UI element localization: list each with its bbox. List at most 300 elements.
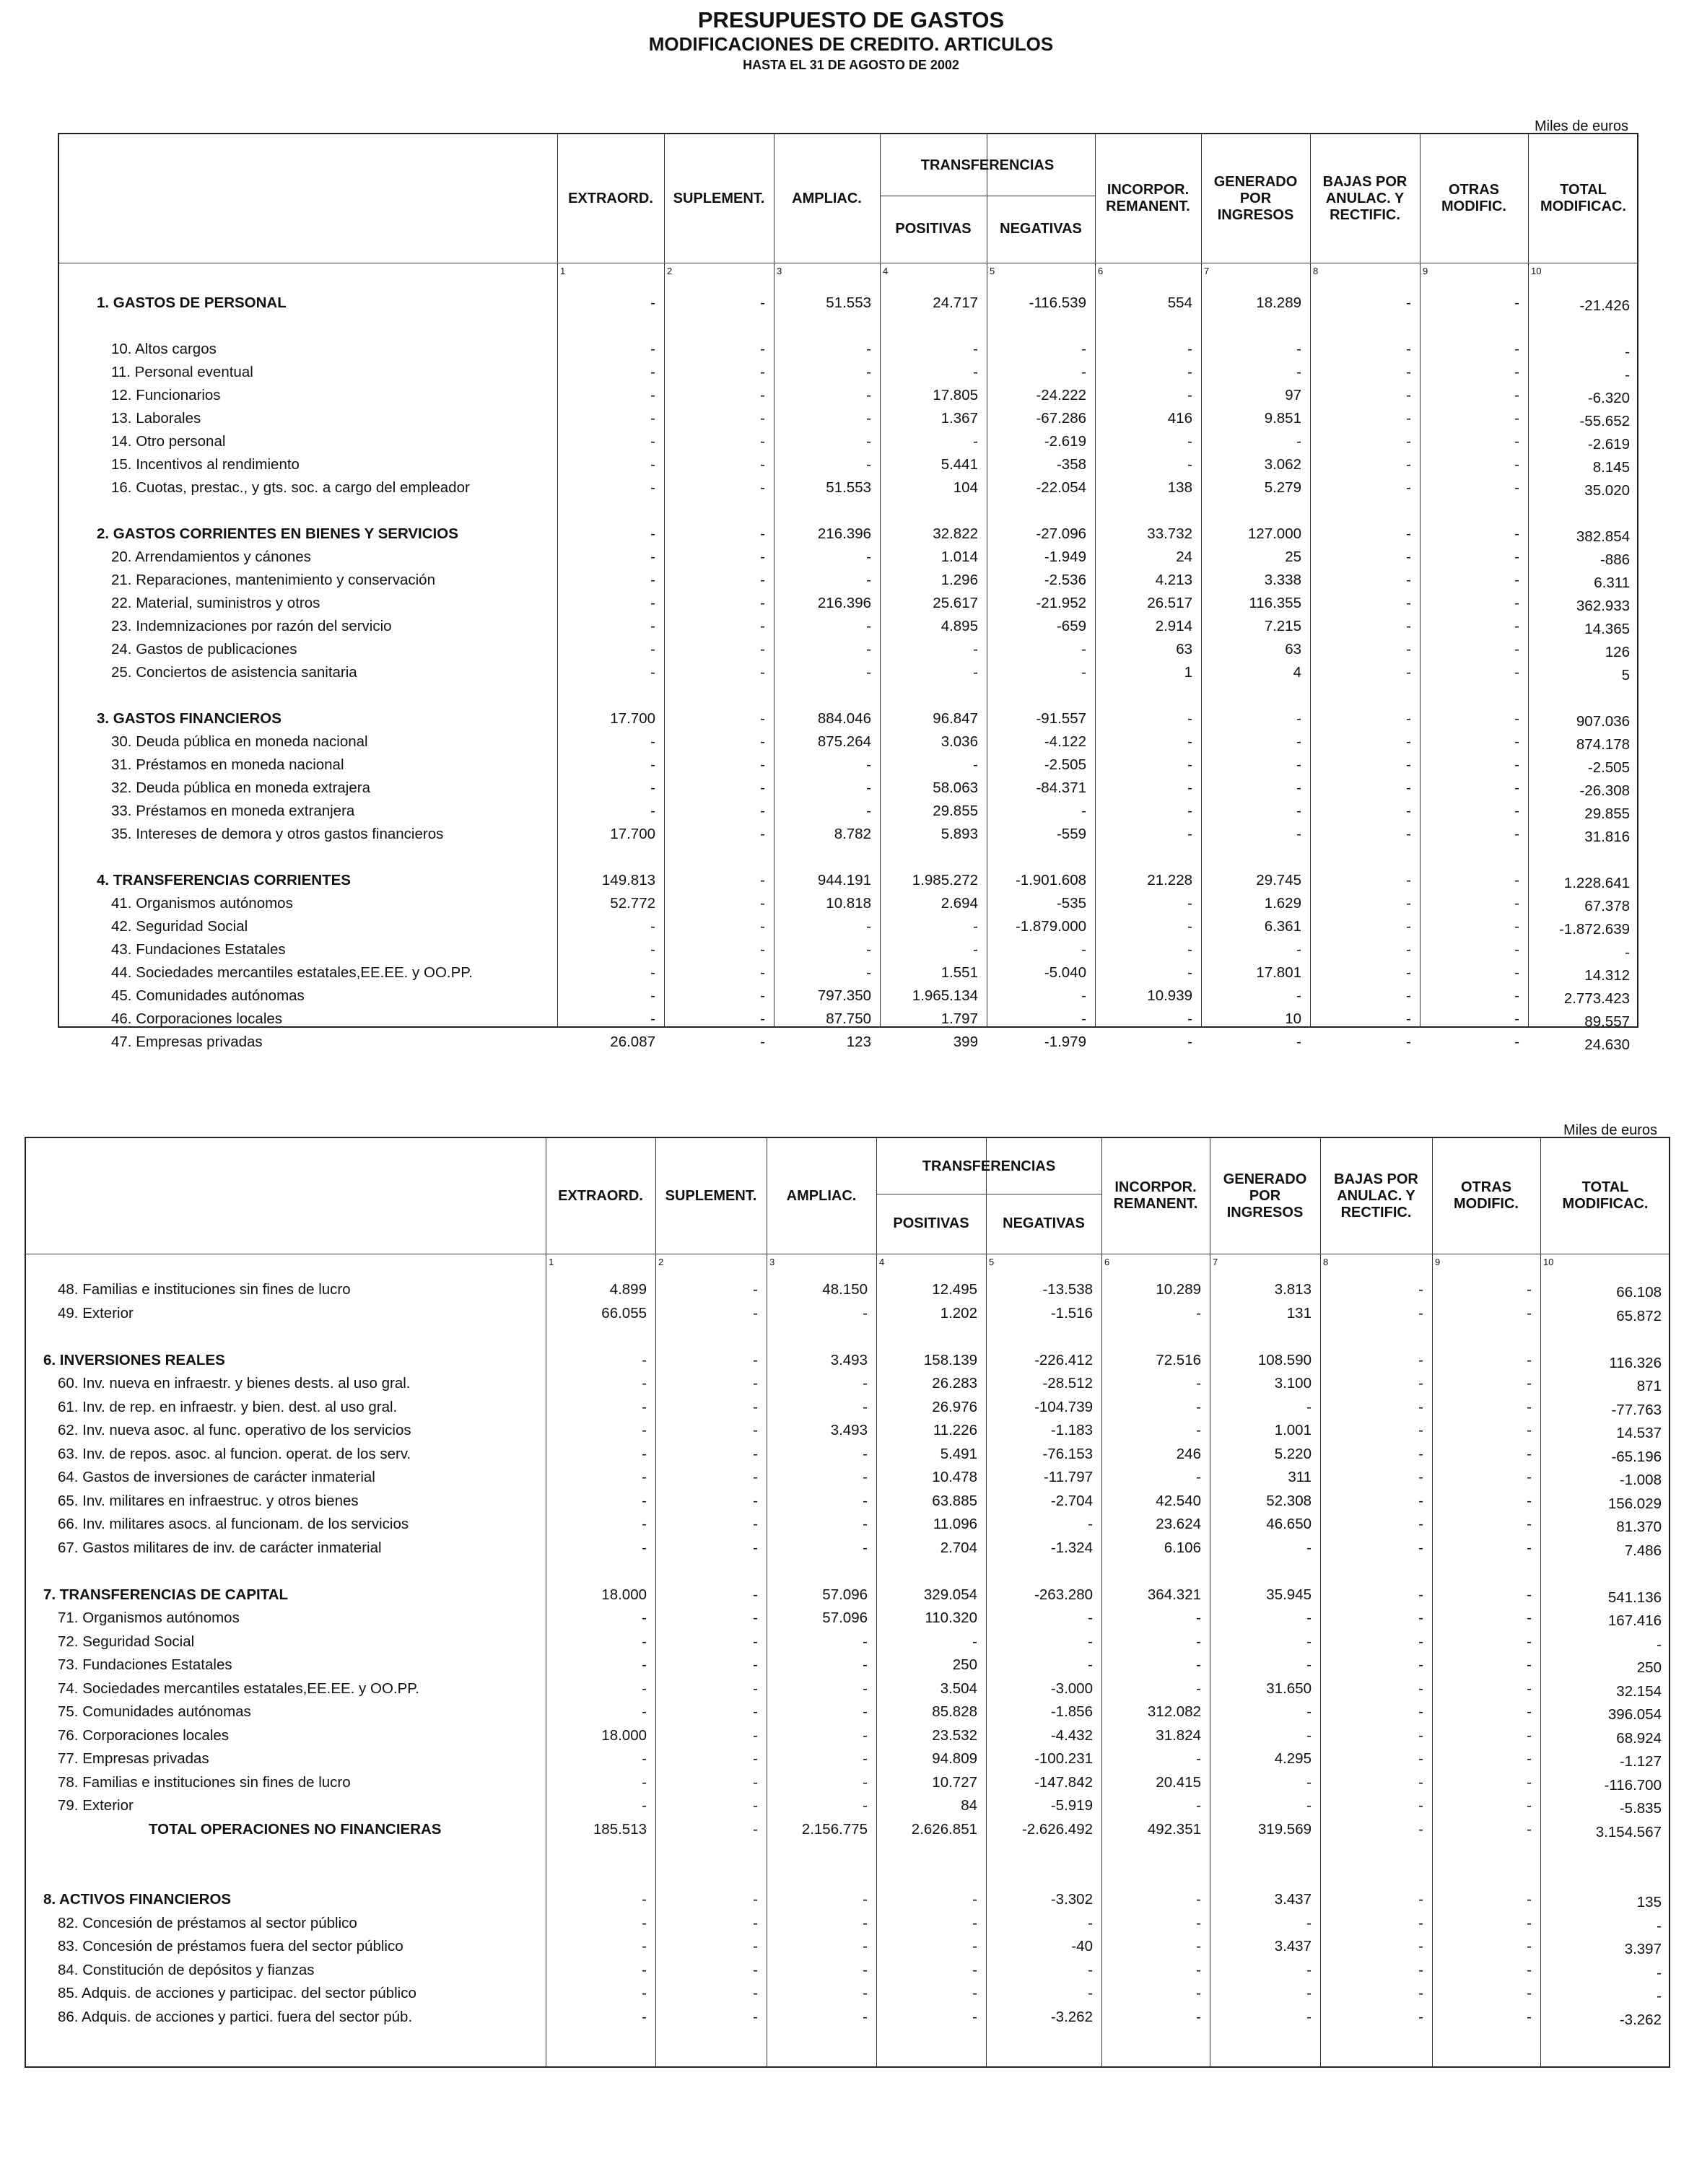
cell-value: -116.539 — [1029, 294, 1086, 311]
cell-value: 3.397 — [1624, 1941, 1662, 1957]
cell-value: - — [1306, 1703, 1312, 1720]
cell-value: 2.626.851 — [911, 1821, 977, 1838]
cell-value: - — [760, 826, 765, 842]
cell-value: - — [1527, 1516, 1532, 1532]
cell-value: -116.700 — [1604, 1777, 1662, 1794]
col-header-otras: OTRAS MODIFIC. — [1454, 1179, 1519, 1212]
col-header-positivas: POSITIVAS — [893, 1215, 969, 1231]
cell-value: - — [1306, 1797, 1312, 1814]
cell-value: - — [753, 1797, 758, 1814]
cell-value: 250 — [952, 1656, 977, 1673]
cell-value: 138 — [1167, 479, 1192, 496]
row-label: 60. Inv. nueva en infraestr. y bienes dests. al uso gral. — [58, 1375, 411, 1392]
cell-value: -6.320 — [1587, 390, 1630, 406]
cell-value: - — [650, 941, 655, 958]
row-label: 43. Fundaciones Estatales — [111, 941, 286, 958]
cell-value: - — [642, 1352, 647, 1368]
cell-value: 31.650 — [1266, 1680, 1312, 1697]
cell-value: - — [1081, 341, 1086, 357]
cell-value: 18.289 — [1256, 294, 1301, 311]
cell-value: 7.486 — [1624, 1542, 1662, 1559]
cell-value: - — [1406, 987, 1411, 1004]
total-label: TOTAL OPERACIONES NO FINANCIERAS — [149, 1821, 442, 1838]
cell-value: - — [973, 918, 978, 935]
cell-value: 5.279 — [1264, 479, 1301, 496]
report-period: HASTA EL 31 DE AGOSTO DE 2002 — [743, 58, 959, 72]
cell-value: - — [1657, 1918, 1662, 1934]
col-header-suplement: SUPLEMENT. — [665, 1187, 757, 1204]
cell-value: 1.296 — [941, 572, 978, 588]
cell-value: - — [863, 1633, 868, 1650]
cell-value: -2.704 — [1050, 1493, 1093, 1509]
cell-value: - — [1514, 779, 1519, 796]
cell-value: - — [642, 1539, 647, 1556]
table-row — [26, 1677, 1669, 1700]
cell-value: - — [760, 387, 765, 403]
cell-value: 7.215 — [1264, 618, 1301, 634]
cell-value: - — [866, 341, 871, 357]
cell-value: - — [1418, 1962, 1423, 1978]
cell-value: - — [1296, 941, 1301, 958]
cell-value: -76.153 — [1042, 1446, 1093, 1462]
cell-value: - — [1187, 918, 1192, 935]
cell-value: - — [1527, 1539, 1532, 1556]
cell-value: 362.933 — [1576, 598, 1630, 614]
cell-value: - — [650, 433, 655, 450]
col-header-extraord: EXTRAORD. — [568, 190, 653, 206]
cell-value: - — [1296, 803, 1301, 819]
cell-value: 3.493 — [830, 1422, 868, 1438]
cell-value: - — [760, 918, 765, 935]
column-number: 10 — [1543, 1257, 1554, 1267]
table-row — [59, 384, 1637, 407]
cell-value: - — [1418, 1422, 1423, 1438]
cell-value: - — [1514, 1034, 1519, 1050]
cell-value: - — [1187, 756, 1192, 773]
cell-value: - — [1657, 1988, 1662, 2004]
cell-value: - — [1088, 1962, 1093, 1978]
cell-value: 158.139 — [923, 1352, 977, 1368]
cell-value: - — [1406, 410, 1411, 427]
cell-value: 4.295 — [1274, 1750, 1312, 1767]
cell-value: -26.308 — [1579, 782, 1630, 799]
cell-value: 329.054 — [923, 1586, 977, 1603]
cell-value: - — [863, 1446, 868, 1462]
cell-value: - — [1196, 1750, 1201, 1767]
cell-value: - — [1187, 364, 1192, 380]
row-label: 32. Deuda pública en moneda extrajera — [111, 779, 370, 796]
cell-value: 319.569 — [1257, 1821, 1312, 1838]
cell-value: 1.985.272 — [912, 872, 978, 888]
table-row — [59, 430, 1637, 453]
cell-value: 46.650 — [1266, 1516, 1312, 1532]
cell-value: 907.036 — [1576, 713, 1630, 730]
cell-value: - — [760, 872, 765, 888]
row-label: 23. Indemnizaciones por razón del servicio — [111, 618, 392, 634]
cell-value: - — [650, 595, 655, 611]
cell-value: 33.732 — [1147, 525, 1192, 542]
cell-value: - — [1196, 1656, 1201, 1673]
cell-value: 21.228 — [1147, 872, 1192, 888]
cell-value: -2.619 — [1044, 433, 1086, 450]
cell-value: -559 — [1056, 826, 1086, 842]
cell-value: - — [753, 1727, 758, 1744]
cell-value: - — [1196, 1399, 1201, 1415]
cell-value: - — [753, 1516, 758, 1532]
cell-value: - — [1187, 964, 1192, 981]
cell-value: - — [1306, 1962, 1312, 1978]
cell-value: - — [863, 1962, 868, 1978]
cell-value: 1.367 — [941, 410, 978, 427]
cell-value: - — [1514, 664, 1519, 681]
cell-value: - — [760, 1010, 765, 1027]
cell-value: - — [650, 803, 655, 819]
cell-value: -147.842 — [1034, 1774, 1093, 1791]
cell-value: - — [1418, 1399, 1423, 1415]
cell-value: - — [1196, 1938, 1201, 1954]
col-header-transferencias: TRANSFERENCIAS — [920, 157, 1055, 173]
row-label: 64. Gastos de inversiones de carácter inmaterial — [58, 1469, 375, 1485]
cell-value: 116.355 — [1249, 595, 1301, 611]
row-label: 79. Exterior — [58, 1797, 134, 1814]
table-row — [59, 615, 1637, 638]
cell-value: - — [650, 525, 655, 542]
cell-value: -84.371 — [1036, 779, 1086, 796]
cell-value: - — [1296, 987, 1301, 1004]
cell-value: - — [863, 1797, 868, 1814]
cell-value: - — [1527, 1305, 1532, 1322]
cell-value: - — [760, 803, 765, 819]
row-label: 21. Reparaciones, mantenimiento y conservación — [111, 572, 435, 588]
row-label: 71. Organismos autónomos — [58, 1609, 240, 1626]
cell-value: - — [753, 1703, 758, 1720]
column-number: 7 — [1204, 266, 1210, 276]
cell-value: 541.136 — [1607, 1589, 1662, 1606]
cell-value: 5.893 — [941, 826, 978, 842]
col-header-negativas: NEGATIVAS — [1000, 221, 1082, 237]
cell-value: 185.513 — [593, 1821, 647, 1838]
cell-value: 4.899 — [609, 1281, 647, 1298]
cell-value: - — [866, 364, 871, 380]
cell-value: 2.694 — [941, 895, 978, 912]
cell-value: - — [1625, 944, 1630, 961]
cell-value: - — [863, 2009, 868, 2025]
cell-value: - — [973, 941, 978, 958]
table-row — [59, 1031, 1637, 1054]
table-row — [26, 1419, 1669, 1442]
row-label: 24. Gastos de publicaciones — [111, 641, 297, 658]
column-number: 3 — [777, 266, 782, 276]
table-row — [26, 1537, 1669, 1560]
cell-value: - — [1406, 1034, 1411, 1050]
cell-value: 167.416 — [1607, 1612, 1662, 1629]
cell-value: 17.801 — [1256, 964, 1301, 981]
cell-value: - — [1418, 1656, 1423, 1673]
cell-value: - — [972, 2009, 977, 2025]
cell-value: - — [866, 779, 871, 796]
cell-value: - — [650, 549, 655, 565]
cell-value: 96.847 — [933, 710, 978, 727]
table-row — [26, 1700, 1669, 1724]
table-row — [26, 1724, 1669, 1747]
cell-value: - — [1418, 1586, 1423, 1603]
budget-table-2 — [25, 1137, 1670, 2068]
row-label: 14. Otro personal — [111, 433, 226, 450]
cell-value: - — [760, 618, 765, 634]
cell-value: 3.154.567 — [1595, 1824, 1662, 1840]
cell-value: 3.062 — [1264, 456, 1301, 473]
cell-value: 875.264 — [817, 733, 871, 750]
cell-value: - — [866, 572, 871, 588]
cell-value: 104 — [953, 479, 978, 496]
table-row — [59, 569, 1637, 592]
cell-value: 23.532 — [932, 1727, 977, 1744]
cell-value: - — [650, 410, 655, 427]
cell-value: - — [1088, 1633, 1093, 1650]
table-row — [26, 1959, 1669, 1982]
cell-value: - — [642, 1891, 647, 1908]
row-label: 11. Personal eventual — [111, 364, 253, 380]
table-row — [26, 1396, 1669, 1419]
row-label: 42. Seguridad Social — [111, 918, 248, 935]
row-label: 12. Funcionarios — [111, 387, 221, 403]
cell-value: -2.505 — [1587, 759, 1630, 776]
cell-value: - — [1418, 1680, 1423, 1697]
cell-value: 1.202 — [940, 1305, 977, 1322]
budget-table-1 — [58, 133, 1638, 1053]
cell-value: - — [1527, 1797, 1532, 1814]
cell-value: - — [1088, 1985, 1093, 2001]
cell-value: - — [642, 1516, 647, 1532]
cell-value: - — [1406, 710, 1411, 727]
cell-value: - — [753, 1750, 758, 1767]
cell-value: 48.150 — [822, 1281, 868, 1298]
section-row — [26, 1584, 1669, 1607]
cell-value: - — [753, 1469, 758, 1485]
row-label: 75. Comunidades autónomas — [58, 1703, 251, 1720]
cell-value: - — [1406, 572, 1411, 588]
cell-value: 416 — [1167, 410, 1192, 427]
section-label: 6. INVERSIONES REALES — [43, 1352, 225, 1368]
cell-value: -11.797 — [1043, 1469, 1093, 1485]
cell-value: 97 — [1285, 387, 1301, 403]
cell-value: 10.478 — [932, 1469, 977, 1485]
row-label: 66. Inv. militares asocs. al funcionam. de los servicios — [58, 1516, 409, 1532]
table-row — [59, 407, 1637, 430]
col-header-ampliac: AMPLIAC. — [786, 1187, 857, 1204]
cell-value: 8.782 — [834, 826, 871, 842]
cell-value: - — [1187, 826, 1192, 842]
cell-value: 396.054 — [1607, 1706, 1662, 1723]
cell-value: - — [866, 941, 871, 958]
cell-value: -28.512 — [1042, 1375, 1093, 1392]
cell-value: 25.617 — [933, 595, 978, 611]
col-header-incorpor: INCORPOR. REMANENT. — [1106, 182, 1190, 214]
cell-value: - — [1081, 987, 1086, 1004]
cell-value: -5.919 — [1050, 1797, 1093, 1814]
cell-value: - — [1406, 872, 1411, 888]
cell-value: -104.739 — [1034, 1399, 1093, 1415]
cell-value: - — [1406, 918, 1411, 935]
row-label: 84. Constitución de depósitos y fianzas — [58, 1962, 315, 1978]
cell-value: 67.378 — [1584, 898, 1630, 914]
cell-value: - — [1406, 341, 1411, 357]
cell-value: - — [1306, 1727, 1312, 1744]
cell-value: - — [1187, 733, 1192, 750]
cell-value: - — [1187, 387, 1192, 403]
cell-value: - — [760, 779, 765, 796]
cell-value: - — [760, 456, 765, 473]
cell-value: - — [1296, 341, 1301, 357]
cell-value: - — [1418, 1938, 1423, 1954]
table-row — [26, 1490, 1669, 1513]
cell-value: - — [1418, 1446, 1423, 1462]
cell-value: - — [1514, 479, 1519, 496]
cell-value: - — [1296, 364, 1301, 380]
cell-value: 20.415 — [1156, 1774, 1201, 1791]
cell-value: - — [1406, 364, 1411, 380]
cell-value: 2.914 — [1155, 618, 1192, 634]
cell-value: 149.813 — [601, 872, 655, 888]
cell-value: 24 — [1176, 549, 1192, 565]
cell-value: - — [753, 1821, 758, 1838]
cell-value: 871 — [1636, 1378, 1662, 1394]
cell-value: 3.493 — [830, 1352, 868, 1368]
cell-value: - — [1081, 803, 1086, 819]
cell-value: -5.835 — [1619, 1800, 1662, 1817]
table-row — [26, 1654, 1669, 1677]
cell-value: - — [753, 1305, 758, 1322]
section-label: 7. TRANSFERENCIAS DE CAPITAL — [43, 1586, 289, 1603]
table-row — [26, 1443, 1669, 1466]
cell-value: -40 — [1071, 1938, 1093, 1954]
cell-value: - — [642, 1915, 647, 1931]
cell-value: - — [1306, 1539, 1312, 1556]
table-row — [59, 592, 1637, 615]
cell-value: 18.000 — [601, 1586, 647, 1603]
cell-value: - — [650, 918, 655, 935]
cell-value: - — [1514, 595, 1519, 611]
table-row — [26, 1466, 1669, 1489]
row-label: 41. Organismos autónomos — [111, 895, 293, 912]
cell-value: - — [753, 1774, 758, 1791]
cell-value: 31.816 — [1584, 829, 1630, 845]
cell-value: - — [1527, 1891, 1532, 1908]
cell-value: 116.326 — [1609, 1355, 1662, 1371]
cell-value: - — [863, 1774, 868, 1791]
cell-value: - — [1187, 941, 1192, 958]
cell-value: - — [650, 364, 655, 380]
cell-value: - — [1514, 895, 1519, 912]
cell-value: - — [1296, 1034, 1301, 1050]
cell-value: - — [642, 1446, 647, 1462]
cell-value: - — [760, 733, 765, 750]
cell-value: - — [1527, 1422, 1532, 1438]
col-header-incorpor: INCORPOR. REMANENT. — [1113, 1179, 1198, 1212]
cell-value: - — [1187, 341, 1192, 357]
cell-value: - — [1418, 1633, 1423, 1650]
cell-value: 87.750 — [826, 1010, 871, 1027]
cell-value: 4 — [1293, 664, 1301, 681]
cell-value: 1.228.641 — [1563, 875, 1630, 891]
cell-value: - — [1418, 1493, 1423, 1509]
cell-value: - — [642, 1703, 647, 1720]
cell-value: -13.538 — [1042, 1281, 1093, 1298]
cell-value: 110.320 — [925, 1609, 977, 1626]
cell-value: 32.154 — [1616, 1683, 1662, 1700]
cell-value: - — [1418, 1727, 1423, 1744]
cell-value: 1.551 — [941, 964, 978, 981]
cell-value: - — [863, 1375, 868, 1392]
row-label: 46. Corporaciones locales — [111, 1010, 283, 1027]
cell-value: - — [760, 364, 765, 380]
cell-value: 2.156.775 — [801, 1821, 868, 1838]
cell-value: - — [1196, 1915, 1201, 1931]
cell-value: - — [753, 1375, 758, 1392]
cell-value: - — [1187, 779, 1192, 796]
cell-value: -100.231 — [1034, 1750, 1093, 1767]
cell-value: 874.178 — [1576, 736, 1630, 753]
cell-value: - — [753, 1493, 758, 1509]
cell-value: - — [642, 1609, 647, 1626]
row-label: 13. Laborales — [111, 410, 201, 427]
cell-value: - — [753, 1962, 758, 1978]
table-row — [59, 754, 1637, 777]
cell-value: - — [1406, 826, 1411, 842]
cell-value: -3.302 — [1050, 1891, 1093, 1908]
row-label: 63. Inv. de repos. asoc. al funcion. operat. de los serv. — [58, 1446, 411, 1462]
cell-value: - — [1514, 872, 1519, 888]
cell-value: - — [1306, 2009, 1312, 2025]
report-title: PRESUPUESTO DE GASTOS — [697, 7, 1005, 32]
cell-value: - — [760, 479, 765, 496]
cell-value: - — [1406, 618, 1411, 634]
cell-value: - — [753, 1586, 758, 1603]
cell-value: -77.763 — [1611, 1402, 1662, 1418]
cell-value: -1.127 — [1619, 1753, 1662, 1770]
row-label: 30. Deuda pública en moneda nacional — [111, 733, 368, 750]
section-row — [26, 1888, 1669, 1911]
table-row — [59, 961, 1637, 984]
cell-value: - — [760, 549, 765, 565]
cell-value: - — [1406, 1010, 1411, 1027]
row-label: 74. Sociedades mercantiles estatales,EE.EE. y OO.PP. — [58, 1680, 419, 1697]
cell-value: 29.855 — [933, 803, 978, 819]
cell-value: - — [1527, 1399, 1532, 1415]
cell-value: 29.745 — [1256, 872, 1301, 888]
cell-value: - — [972, 1962, 977, 1978]
cell-value: 18.000 — [601, 1727, 647, 1744]
row-label: 82. Concesión de préstamos al sector público — [58, 1915, 357, 1931]
cell-value: - — [1418, 1797, 1423, 1814]
cell-value: - — [642, 1962, 647, 1978]
cell-value: - — [1196, 1609, 1201, 1626]
cell-value: - — [1514, 433, 1519, 450]
cell-value: - — [1657, 1965, 1662, 1981]
cell-value: - — [1406, 779, 1411, 796]
cell-value: 135 — [1636, 1894, 1662, 1910]
cell-value: 14.365 — [1584, 621, 1630, 637]
cell-value: 72.516 — [1156, 1352, 1201, 1368]
cell-value: 17.805 — [933, 387, 978, 403]
cell-value: - — [650, 664, 655, 681]
cell-value: - — [1527, 1680, 1532, 1697]
cell-value: -3.262 — [1619, 2012, 1662, 2028]
cell-value: - — [1406, 294, 1411, 311]
cell-value: - — [1657, 1636, 1662, 1653]
cell-value: - — [1306, 1399, 1312, 1415]
section-row — [59, 707, 1637, 730]
